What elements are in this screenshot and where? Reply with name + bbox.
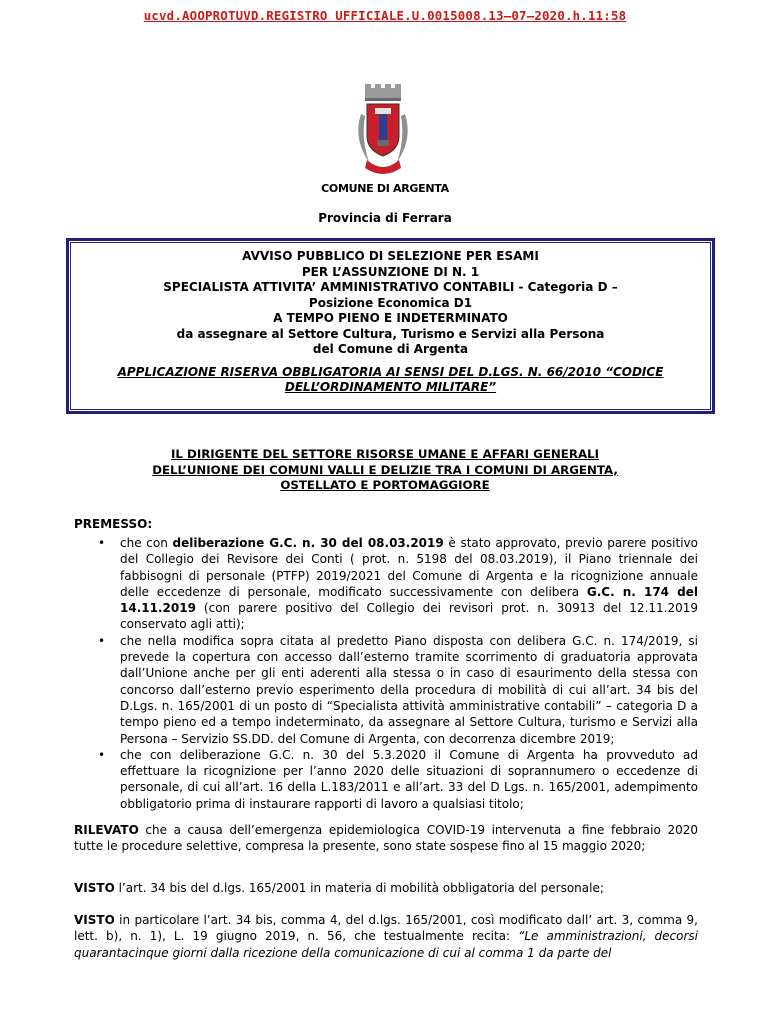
notice-title-line: del Comune di Argenta	[312, 342, 469, 356]
list-item	[74, 747, 698, 812]
notice-box	[66, 238, 715, 414]
provincia-title: Provincia di Ferrara	[318, 211, 452, 225]
bullet-icon: •	[98, 747, 106, 762]
dirigente-line: OSTELLATO E PORTOMAGGIORE	[280, 478, 490, 492]
bullet-icon: •	[98, 633, 106, 648]
notice-title-line: AVVISO PUBBLICO DI SELEZIONE PER ESAMI	[242, 249, 539, 263]
comune-title: COMUNE DI ARGENTA	[321, 182, 449, 195]
riserva-line: DELL’ORDINAMENTO MILITARE”	[284, 380, 497, 394]
visto-label: VISTO	[74, 881, 115, 895]
list-item	[74, 535, 698, 633]
item-text: che con deliberazione G.C. n. 30 del 5.3.2020 il Comune di Argenta ha provveduto ad effettuare la ricognizione per l’anno 2020 delle situazioni di soprannumero o eccedenze di personale, di cui all’art. 16 della L.183/2011 e all’art. 33 del D Lgs. n. 165/2001, adempimento obbligatorio prima di instaurare rapporti di lavoro a qualsiasi titolo;	[120, 747, 698, 811]
visto-text: l’art. 34 bis del d.lgs. 165/2001 in materia di mobilità obbligatoria del personale;	[114, 881, 604, 895]
dirigente-heading	[0, 447, 770, 494]
premesso-label: PREMESSO:	[74, 517, 153, 531]
notice-title-line: PER L’ASSUNZIONE DI N. 1	[301, 264, 480, 279]
rilevato-label: RILEVATO	[74, 823, 139, 837]
riserva-line: APPLICAZIONE RISERVA OBBLIGATORIA AI SENSI DEL D.LGS. N. 66/2010 “CODICE	[117, 365, 664, 379]
riserva-militare-notice	[69, 365, 712, 395]
list-item	[74, 633, 698, 747]
dirigente-line: DELL’UNIONE DEI COMUNI VALLI E DELIZIE TRA I COMUNI DI ARGENTA,	[152, 462, 618, 477]
notice-title-line: A TEMPO PIENO E INDETERMINATO	[273, 311, 508, 325]
item-text: (con parere positivo del Collegio dei revisori prot. n. 30913 del 12.11.2019 conservato agli atti);	[120, 601, 698, 632]
item-text: che nella modifica sopra citata al predetto Piano disposta con delibera G.C. n. 174/2019, si prevede la copertura con accesso dall’esterno tramite scorrimento di graduatoria approvata dall’Unione anche per gli enti aderenti alla stessa o in caso di esaurimento della stessa con concorso dall’esterno previo esperimento della procedura di mobilità di cui all’art. 34 bis del D.Lgs. n. 165/2001 di un posto di “Specialista attività amministrative contabili” – categoria D a tempo pieno ed a tempo indeterminato, da assegnare al Settore Cultura, turismo e Servizi alla Persona – Servizio SS.DD. del Comune di Argenta, con decorrenza dicembre 2019;	[120, 633, 698, 746]
visto-text: in particolare l’art. 34 bis, comma 4, del d.lgs. 165/2001, così modificato dall’ art. 3, comma 9, lett. b), n. 1), L. 19 giugno 2019, n. 56, che testualmente recita:	[74, 913, 698, 944]
visto-paragraph-1	[74, 880, 698, 896]
comune-crest-icon	[351, 84, 415, 176]
visto-paragraph-2	[74, 912, 698, 961]
item-bold-ref: deliberazione G.C. n. 30 del 08.03.2019	[172, 536, 444, 550]
registry-protocol-header: ucvd.AOOPROTUVD.REGISTRO UFFICIALE.U.0015008.13–07–2020.h.11:58	[143, 8, 627, 23]
item-bold-ref: G.C. n. 174 del 14.11.2019	[120, 584, 698, 616]
bullet-icon: •	[98, 536, 106, 550]
item-text: che con	[120, 536, 173, 550]
dirigente-line: IL DIRIGENTE DEL SETTORE RISORSE UMANE E AFFARI GENERALI	[171, 447, 599, 461]
visto-label: VISTO	[74, 913, 115, 927]
rilevato-text: che a causa dell’emergenza epidemiologica COVID-19 intervenuta a fine febbraio 2020 tutte le procedure selettive, compresa la presente, sono state sospese fino al 15 maggio 2020;	[74, 823, 698, 854]
visto-quote: “Le amministrazioni, decorsi quarantacinque giorni dalla ricezione della comunicazione di cui al comma 1 da parte del	[74, 929, 698, 960]
notice-title	[69, 249, 712, 358]
notice-title-line: Posizione Economica D1	[308, 295, 473, 310]
notice-title-line: da assegnare al Settore Cultura, Turismo e Servizi alla Persona	[176, 326, 605, 341]
notice-title-line: SPECIALISTA ATTIVITA’ AMMINISTRATIVO CONTABILI - Categoria D –	[163, 280, 618, 294]
item-text: è stato approvato, previo parere positivo del Collegio dei Revisore dei Conti ( prot. n. 5198 del 08.03.2019), il Piano triennale dei fabbisogni di personale (PTFP) 2019/2021 del Comune di Argenta e la ricognizione annuale delle eccedenze di personale, modificato successivamente con delibera	[120, 536, 698, 599]
premesso-list	[74, 535, 698, 812]
rilevato-paragraph	[74, 822, 698, 855]
